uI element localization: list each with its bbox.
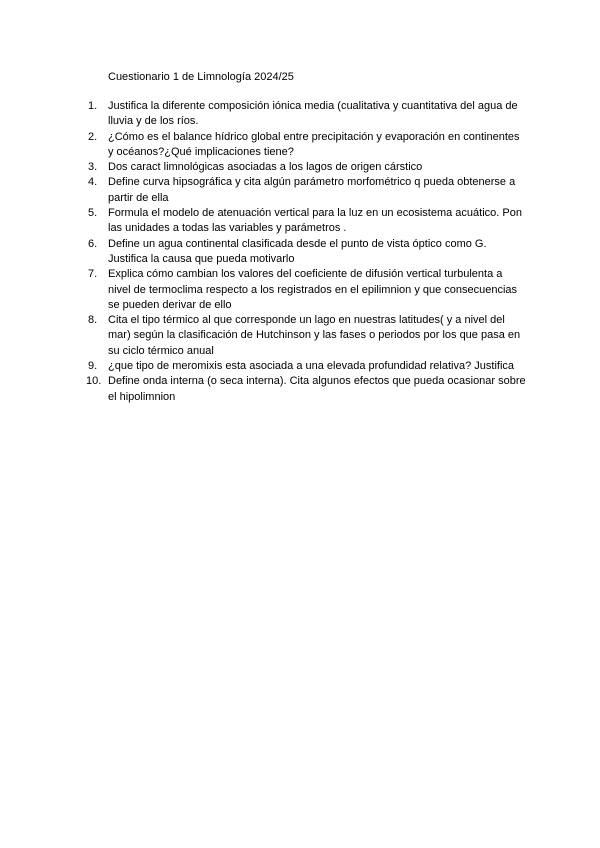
question-text: Justifica la diferente composición iónica media (cualitativa y cuantitativa del agua de lluvia y de los ríos. [108, 100, 518, 128]
question-number: 7. [88, 268, 98, 281]
question-text: Cita el tipo térmico al que corresponde un lago en nuestras latitudes( y a nivel del mar) según la clasificación de Hutchinson y las fases o periodos por los que pasa en su ciclo térmico anual [108, 314, 521, 357]
question-number: 5. [88, 207, 98, 220]
question-number: 2. [88, 130, 98, 143]
question-text: ¿que tipo de meromixis esta asociada a una elevada profundidad relativa? Justifica [108, 360, 515, 373]
question-item [0, 160, 528, 175]
question-text: ¿Cómo es el balance hídrico global entre precipitación y evaporación en continentes y océanos?¿Qué implicaciones tiene? [108, 130, 520, 158]
question-item [0, 359, 528, 374]
question-text: Define curva hipsográfica y cita algún parámetro morfométrico q pueda obtenerse a partir de ella [108, 176, 516, 204]
question-text: Dos caract limnológicas asociadas a los lagos de origen cárstico [108, 161, 423, 174]
question-list [0, 99, 600, 405]
question-number: 8. [88, 314, 98, 327]
question-item [0, 99, 528, 130]
question-text: Explica cómo cambian los valores del coeficiente de difusión vertical turbulenta a nivel de termoclima respecto a los registrados en el epilimnion y que consecuencias se pueden derivar de ello [108, 268, 518, 311]
document-title: Cuestionario 1 de Limnología 2024/25 [108, 71, 294, 83]
question-text: Formula el modelo de atenuación vertical para la luz en un ecosistema acuático. Pon las unidades a todas las variables y parámetros . [108, 207, 522, 235]
question-item [0, 267, 528, 313]
question-number: 10. [86, 375, 102, 388]
question-item [0, 130, 528, 161]
question-item [0, 206, 528, 237]
question-text: Define onda interna (o seca interna). Cita algunos efectos que pueda ocasionar sobre el hipolimnion [108, 375, 526, 403]
question-text: Define un agua continental clasificada desde el punto de vista óptico como G. Justifica la causa que pueda motivarlo [108, 237, 487, 265]
question-number: 6. [88, 237, 98, 250]
question-number: 9. [88, 360, 98, 373]
question-number: 1. [88, 100, 98, 112]
question-number: 4. [88, 176, 98, 189]
question-number: 3. [88, 161, 98, 174]
question-item [0, 237, 528, 268]
question-item [0, 175, 528, 206]
question-item [0, 313, 528, 359]
question-item [0, 374, 528, 405]
